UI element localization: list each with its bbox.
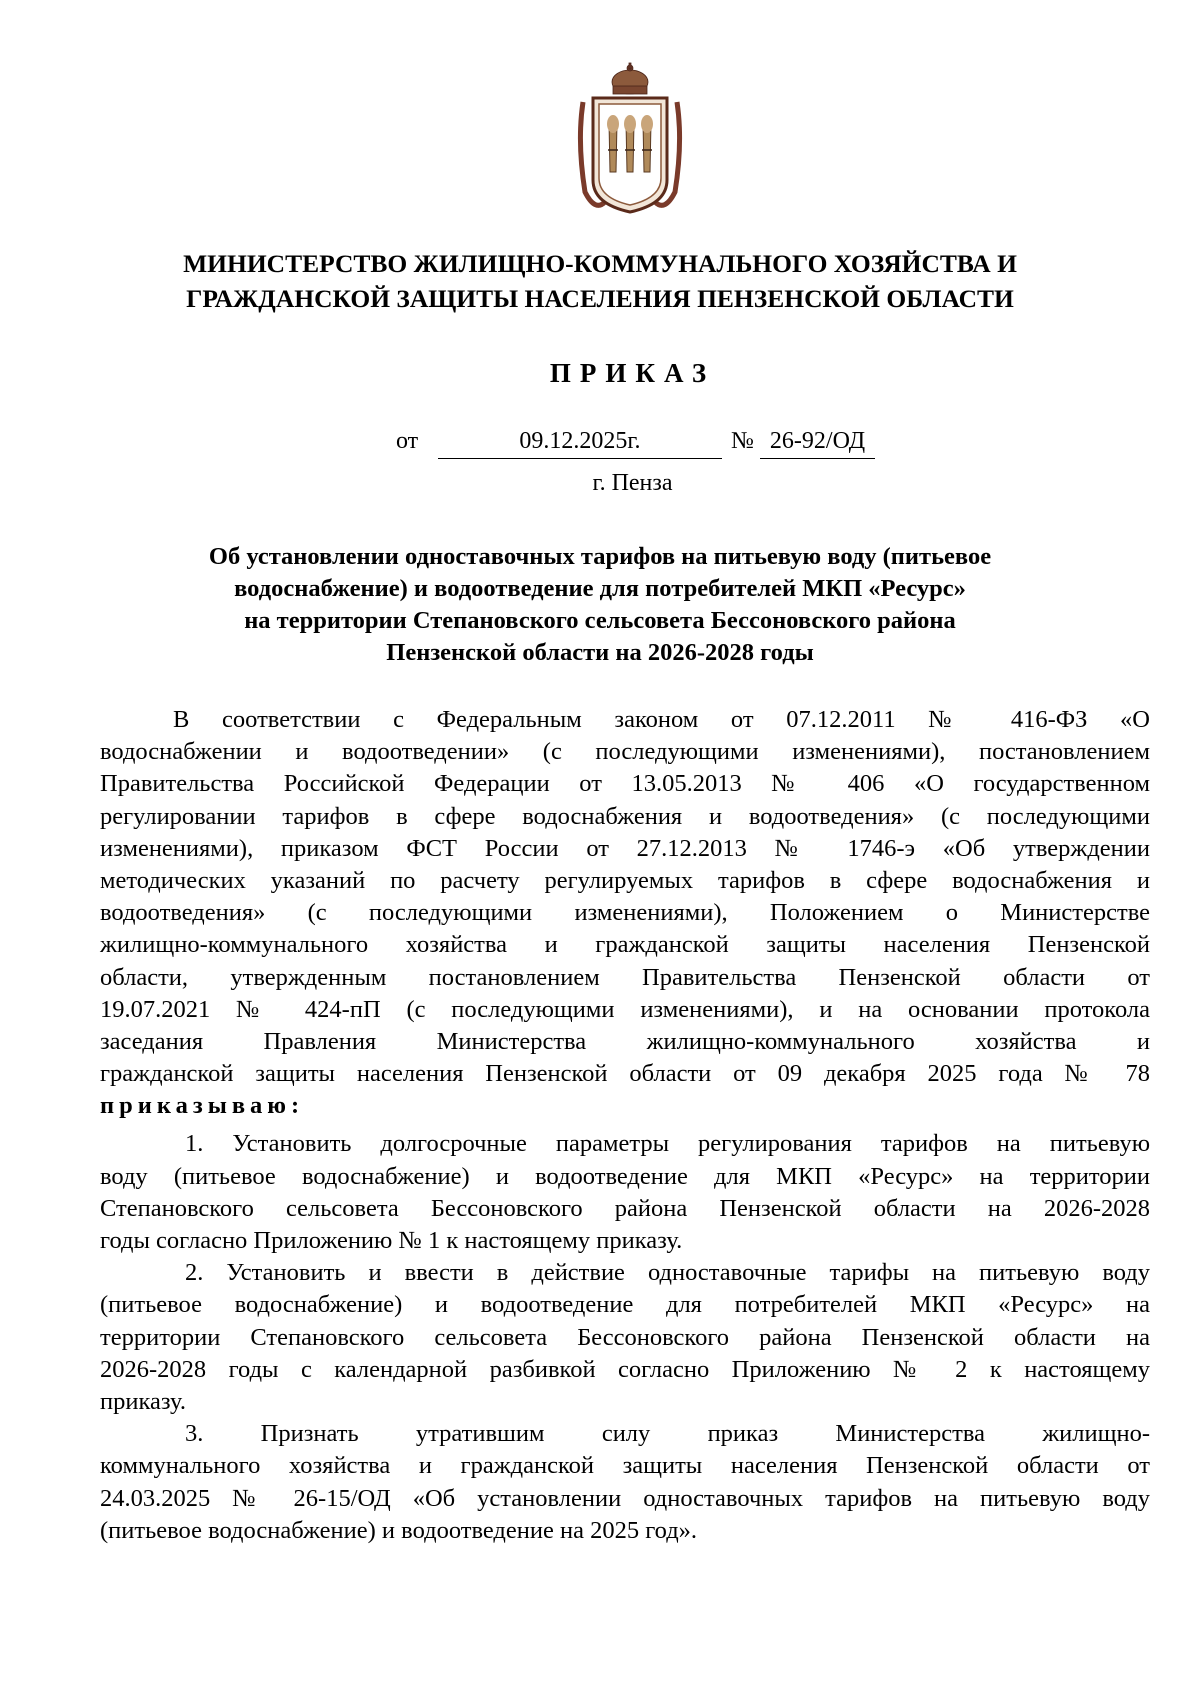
subject-line: на территории Степановского сельсовета Бессоновского района [244, 607, 956, 634]
date-prefix: от [396, 428, 419, 454]
ministry-line-1: МИНИСТЕРСТВО ЖИЛИЩНО-КОММУНАЛЬНОГО ХОЗЯЙСТВА И [183, 249, 1017, 278]
item-1-line: воду (питьевое водоснабжение) и водоотведение для МКП «Ресурс» на территории [100, 1162, 1150, 1190]
ministry-line-2: ГРАЖДАНСКОЙ ЗАЩИТЫ НАСЕЛЕНИЯ ПЕНЗЕНСКОЙ ОБЛАСТИ [186, 284, 1014, 313]
preamble-line: гражданской защиты населения Пензенской области от 09 декабря 2025 года № 78 [100, 1060, 1150, 1088]
preamble-line: регулировании тарифов в сфере водоснабжения и водоотведения» (с последующими [100, 802, 1150, 830]
item-2-line: (питьевое водоснабжение) и водоотведение для потребителей МКП «Ресурс» на [100, 1291, 1150, 1319]
decree-word: приказываю: [100, 1092, 305, 1120]
item-2-line: территории Степановского сельсовета Бессоновского района Пензенской области на [100, 1323, 1150, 1351]
preamble-line: Правительства Российской Федерации от 13.05.2013 № 406 «О государственном [100, 770, 1150, 798]
city: г. Пенза [592, 470, 673, 496]
preamble-line: В соответствии с Федеральным законом от 07.12.2011 № 416-ФЗ «О [173, 706, 1150, 733]
subject-line: Об установлении одноставочных тарифов на питьевую воду (питьевое [208, 543, 992, 570]
order-subject [100, 541, 1100, 669]
item-3-line: коммунального хозяйства и гражданской защиты населения Пензенской области от [100, 1452, 1150, 1480]
preamble-line: водоотведения» (с последующими изменениями), Положением о Министерстве [100, 899, 1150, 927]
order-date: 09.12.2025г. [438, 428, 722, 459]
item-1-line: 1. Установить долгосрочные параметры регулирования тарифов на питьевую [185, 1130, 1150, 1158]
number-sign: № [731, 428, 754, 454]
item-2-line: 2. Установить и ввести в действие одноставочные тарифы на питьевую воду [185, 1259, 1150, 1287]
ministry-name [100, 246, 1100, 316]
item-3-line: 3. Признать утратившим силу приказ Министерства жилищно- [185, 1420, 1150, 1448]
item-1-line: годы согласно Приложению № 1 к настоящему приказу. [100, 1227, 683, 1254]
coat-of-arms-icon [575, 62, 685, 222]
preamble-line: жилищно-коммунального хозяйства и гражданской защиты населения Пензенской [100, 931, 1150, 959]
preamble-line: изменениями), приказом ФСТ России от 27.12.2013 № 1746-э «Об утверждении [100, 834, 1150, 862]
item-1-line: Степановского сельсовета Бессоновского района Пензенской области на 2026-2028 [100, 1194, 1150, 1222]
preamble-line: области, утвержденным постановлением Правительства Пензенской области от [100, 963, 1150, 991]
preamble-line: заседания Правления Министерства жилищно-коммунального хозяйства и [100, 1027, 1150, 1055]
preamble-line: методических указаний по расчету регулируемых тарифов в сфере водоснабжения и [100, 866, 1150, 894]
item-3-line: 24.03.2025 № 26-15/ОД «Об установлении одноставочных тарифов на питьевую воду [100, 1484, 1150, 1512]
item-2-line: приказу. [100, 1387, 186, 1415]
subject-line: Пензенской области на 2026-2028 годы [386, 639, 814, 666]
item-2-line: 2026-2028 годы с календарной разбивкой согласно Приложению № 2 к настоящему [100, 1355, 1150, 1383]
item-3-line: (питьевое водоснабжение) и водоотведение на 2025 год». [100, 1516, 698, 1544]
order-body [100, 704, 1150, 1547]
preamble-line: 19.07.2021 № 424-пП (с последующими изменениями), и на основании протокола [100, 995, 1150, 1023]
subject-line: водоснабжение) и водоотведение для потребителей МКП «Ресурс» [234, 575, 966, 602]
preamble-line: водоснабжении и водоотведении» (с последующими изменениями), постановлением [100, 738, 1150, 766]
order-number: 26-92/ОД [760, 428, 875, 459]
order-title: ПРИКАЗ [549, 358, 716, 388]
